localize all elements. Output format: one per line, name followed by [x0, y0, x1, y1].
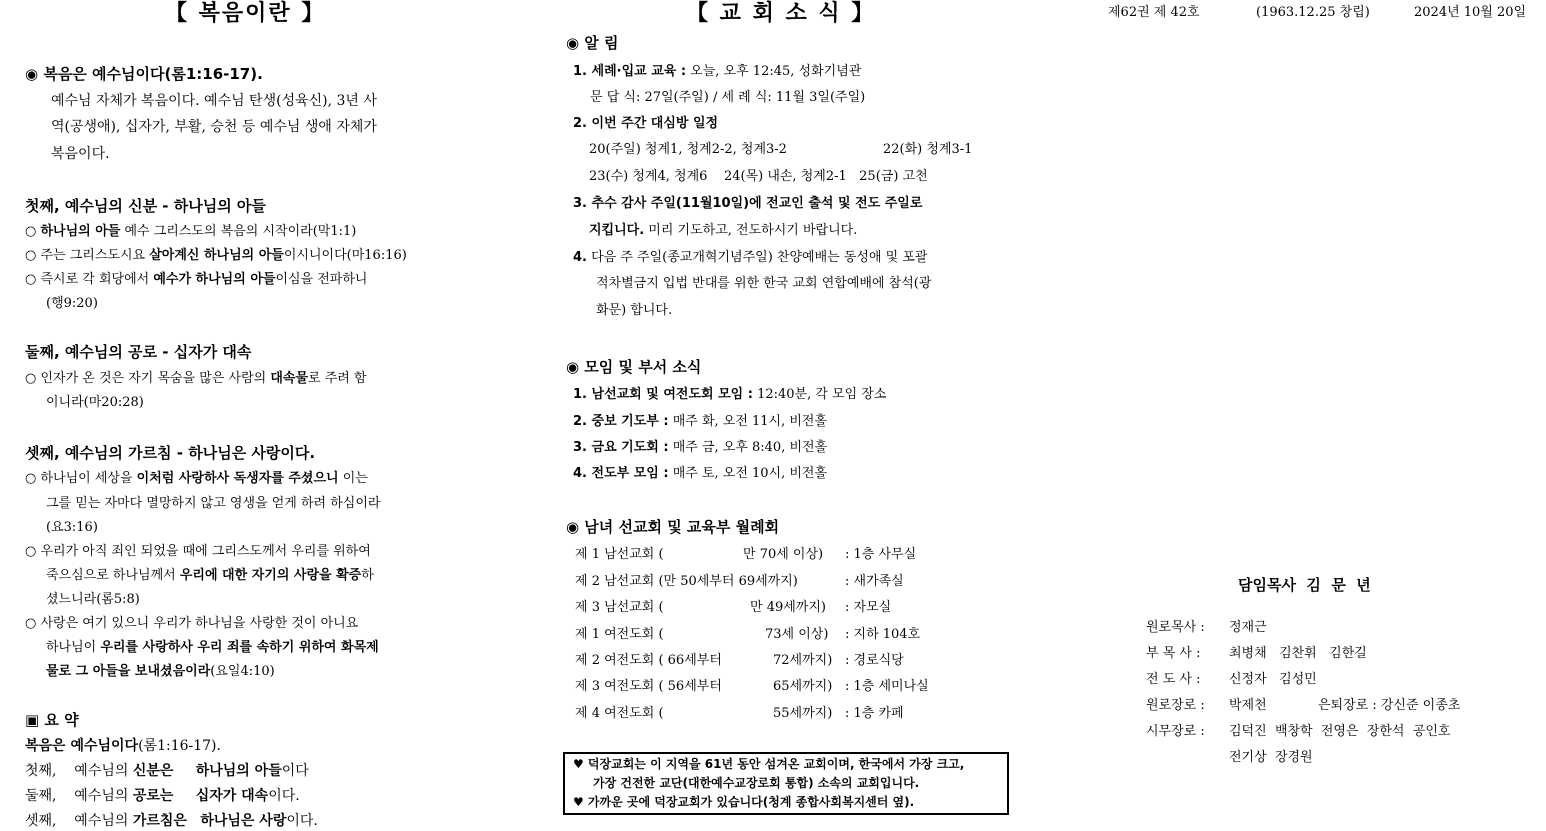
gospel-title: 【 복음이란 】	[165, 0, 326, 26]
intro-line-3: 복음이다.	[51, 146, 110, 162]
notice-heading: ◉ 알 림	[566, 34, 619, 52]
monthly-row-age: 73세 이상)	[765, 627, 829, 642]
meeting-item-3: 3. 금요 기도회 : 매주 금, 오후 8:40, 비전홀	[573, 440, 828, 455]
visit-schedule-line-1a: 20(주일) 청계1, 청계2-2, 청계3-2	[589, 142, 787, 157]
first-item-2: ○ 주는 그리스도시요 살아계신 하나님의 아들이시니이다(마16:16)	[25, 248, 407, 263]
circle-bullet-icon: ○	[25, 544, 37, 559]
second-item-1: ○ 인자가 온 것은 자기 목숨을 많은 사람의 대속물로 주려 함	[25, 371, 367, 386]
first-item-3: ○ 즉시로 각 회당에서 예수가 하나님의 아들이심을 전파하니	[25, 272, 368, 287]
first-item-3-line-2: (행9:20)	[46, 296, 98, 311]
meeting-item-1: 1. 남선교회 및 여전도회 모임 : 12:40분, 각 모임 장소	[573, 387, 887, 402]
staff-label: 원로장로 :	[1146, 698, 1205, 713]
monthly-row-name: 제 3 남선교회 (	[575, 600, 664, 615]
notice-item-3-line-2: 지킵니다. 미리 기도하고, 전도하시기 바랍니다.	[589, 223, 858, 238]
monthly-row-age: 55세까지)	[773, 706, 833, 721]
staff-names: 최병채 김찬휘 김한길	[1229, 646, 1367, 661]
third-heading: 셋째, 예수님의 가르침 - 하나님은 사랑이다.	[25, 444, 316, 462]
monthly-row-name: 제 4 여전도회 (	[575, 706, 664, 721]
notice-item-4: 4. 다음 주 주일(종교개혁기념주일) 찬양예배는 동성애 및 포괄	[573, 250, 928, 265]
staff-label: 원로목사 :	[1146, 620, 1205, 635]
monthly-row-age: 만 49세까지)	[750, 600, 826, 615]
monthly-row-place: : 경로식당	[845, 653, 904, 668]
monthly-row-place: : 자모실	[845, 600, 892, 615]
circle-bullet-icon: ○	[25, 616, 37, 631]
notice-item-4-line-2: 적차별금지 입법 반대를 위한 한국 교회 연합예배에 참석(광	[596, 276, 932, 291]
visit-schedule-line-1b: 22(화) 청계3-1	[883, 142, 973, 157]
intro-heading: ◉ 복음은 예수님이다(롬1:16-17).	[25, 65, 263, 83]
retired-elders: 은퇴장로 : 강신준 이종초	[1318, 698, 1461, 713]
summary-line-3: 둘째, 예수님의 공로는 십자가 대속이다.	[25, 788, 300, 804]
visit-schedule-line-2: 23(수) 청계4, 청계6 24(목) 내손, 청계2-1 25(금) 고천	[589, 169, 928, 184]
notice-item-1-line-2: 문 답 식: 27일(주일) / 세 례 식: 11월 3일(주일)	[590, 90, 866, 105]
summary-line-4: 셋째, 예수님의 가르침은 하나님은 사랑이다.	[25, 813, 318, 829]
third-item-3-line-2: 하나님이 우리를 사랑하사 우리 죄를 속하기 위하여 화목제	[46, 640, 379, 655]
church-info-box	[563, 752, 1009, 815]
staff-names: 전기상 장경원	[1229, 750, 1313, 765]
monthly-row-place: : 지하 104호	[845, 627, 921, 642]
notice-item-2: 2. 이번 주간 대심방 일정	[573, 116, 719, 131]
intro-line-1: 예수님 자체가 복음이다. 예수님 탄생(성육신), 3년 사	[51, 93, 377, 109]
staff-label: 전 도 사 :	[1146, 672, 1201, 687]
summary-line-1: 복음은 예수님이다(롬1:16-17).	[25, 738, 221, 754]
senior-pastor: 담임목사 김 문 년	[1238, 576, 1371, 594]
monthly-row-age: 65세까지)	[773, 679, 833, 694]
third-item-3-line-3: 물로 그 아들을 보내셨음이라(요일4:10)	[46, 664, 275, 679]
monthly-row-name: 제 1 남선교회 (	[575, 547, 664, 562]
monthly-row-place: : 1층 카페	[845, 706, 904, 721]
second-heading: 둘째, 예수님의 공로 - 십자가 대속	[25, 343, 252, 361]
third-item-2-line-2: 죽으심으로 하나님께서 우리에 대한 자기의 사랑을 확증하	[46, 568, 374, 583]
monthly-row-age: 72세까지)	[773, 653, 833, 668]
third-item-1-line-2: 그를 믿는 자마다 멸망하지 않고 영생을 얻게 하려 하심이라	[46, 496, 381, 511]
monthly-row-place: : 1층 사무실	[845, 547, 917, 562]
staff-names: 정재근	[1229, 620, 1267, 635]
monthly-row-place: : 새가족실	[845, 574, 904, 589]
staff-names: 박제천	[1229, 698, 1267, 713]
third-item-1-line-3: (요3:16)	[46, 520, 98, 535]
monthly-row-age: 만 70세 이상)	[743, 547, 824, 562]
circle-bullet-icon: ○	[25, 272, 37, 287]
circle-bullet-icon: ○	[25, 371, 37, 386]
first-item-1: ○ 하나님의 아들 예수 그리스도의 복음의 시작이라(막1:1)	[25, 224, 357, 239]
first-heading: 첫째, 예수님의 신분 - 하나님의 아들	[25, 197, 266, 215]
notice-item-3: 3. 추수 감사 주일(11월10일)에 전교인 출석 및 전도 주일로	[573, 196, 923, 211]
issue-number: 제62권 제 42호	[1108, 5, 1200, 20]
monthly-row-name: 제 3 여전도회 ( 56세부터	[575, 679, 722, 694]
monthly-row-name: 제 2 여전도회 ( 66세부터	[575, 653, 722, 668]
notice-item-1: 1. 세례·입교 교육 : 오늘, 오후 12:45, 성화기념관	[573, 64, 862, 79]
bulletin-date: 2024년 10월 20일	[1414, 5, 1527, 20]
staff-names: 신정자 김성민	[1229, 672, 1317, 687]
monthly-heading: ◉ 남녀 선교회 및 교육부 월례회	[566, 518, 780, 536]
circle-bullet-icon: ○	[25, 471, 37, 486]
target-icon: ◉	[25, 65, 39, 83]
circle-bullet-icon: ○	[25, 224, 37, 239]
third-item-2: ○ 우리가 아직 죄인 되었을 때에 그리스도께서 우리를 위하여	[25, 544, 371, 559]
summary-heading: ▣ 요 약	[25, 711, 79, 729]
intro-line-2: 역(공생애), 십자가, 부활, 승천 등 예수님 생애 자체가	[51, 119, 377, 135]
church-info-line-2: 가장 건전한 교단(대한예수교장로회 통합) 소속의 교회입니다.	[593, 776, 920, 790]
summary-line-2: 첫째, 예수님의 신분은 하나님의 아들이다	[25, 763, 309, 779]
third-item-2-line-3: 셨느니라(롬5:8)	[46, 592, 140, 607]
third-item-3: ○ 사랑은 여기 있으니 우리가 하나님을 사랑한 것이 아니요	[25, 616, 359, 631]
monthly-row-place: : 1층 세미나실	[845, 679, 929, 694]
second-item-1-line-2: 이니라(마20:28)	[46, 395, 144, 410]
staff-names: 김덕진 백창학 전영은 장한석 공인호	[1229, 724, 1451, 739]
founded-date: (1963.12.25 창립)	[1256, 5, 1370, 20]
church-info-line-1: ♥ 덕장교회는 이 지역을 61년 동안 섬겨온 교회이며, 한국에서 가장 크고,	[573, 757, 965, 771]
monthly-row-name: 제 1 여전도회 (	[575, 627, 664, 642]
meetings-heading: ◉ 모임 및 부서 소식	[566, 358, 702, 376]
monthly-row-name: 제 2 남선교회 (만 50세부터 69세까지)	[575, 574, 798, 589]
meeting-item-2: 2. 중보 기도부 : 매주 화, 오전 11시, 비전홀	[573, 414, 828, 429]
meeting-item-4: 4. 전도부 모임 : 매주 토, 오전 10시, 비전홀	[573, 466, 828, 481]
third-item-1: ○ 하나님이 세상을 이처럼 사랑하사 독생자를 주셨으니 이는	[25, 471, 368, 486]
church-news-title: 【 교 회 소 식 】	[686, 0, 876, 26]
notice-item-4-line-3: 화문) 합니다.	[596, 303, 673, 318]
church-info-line-3: ♥ 가까운 곳에 덕장교회가 있습니다(청계 종합사회복지센터 옆).	[573, 795, 915, 809]
circle-bullet-icon: ○	[25, 248, 37, 263]
staff-label: 부 목 사 :	[1146, 646, 1201, 661]
staff-label: 시무장로 :	[1146, 724, 1205, 739]
